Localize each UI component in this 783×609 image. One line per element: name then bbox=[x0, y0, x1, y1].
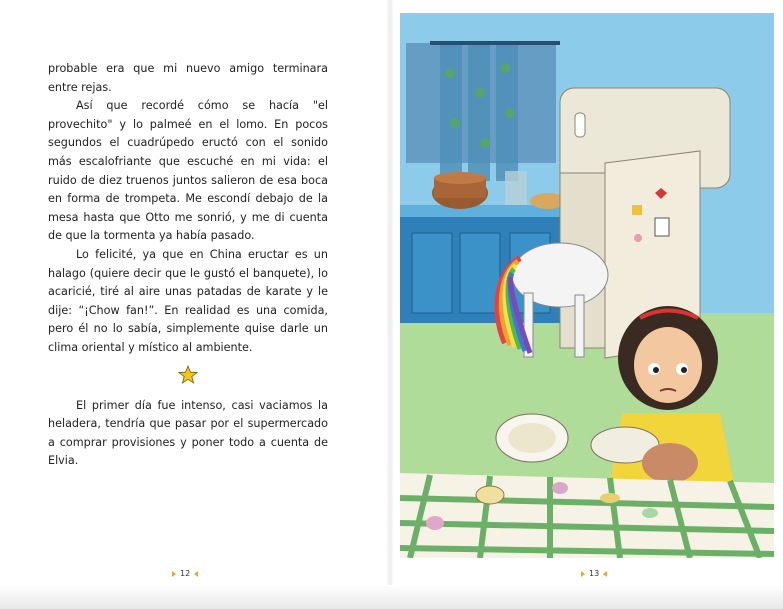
page-bottom-shadow bbox=[0, 585, 783, 609]
left-page bbox=[0, 0, 386, 609]
paragraph-1: probable era que mi nuevo amigo terminara entre rejas. bbox=[48, 62, 328, 94]
paragraph-3: Lo felicité, ya que en China eructar es un halago (quiere decir que le gustó el banquete), lo acaricié, tiré al aire unas patadas de karate y le dije: “¡Chow fan!”. En realidad es una comida, pero él no lo sabía, simplemente quise darle un clima oriental y místico al ambiente. bbox=[48, 247, 328, 354]
page-marker-icon bbox=[581, 571, 585, 577]
page-number-right bbox=[581, 569, 607, 578]
paragraph-2: Así que recordé cómo se hacía "el provechito" y lo palmeé en el lomo. En pocos segundos el cuadrúpedo eructó con el sonido más escalofriante que escuché en mi vida: el ruido de diez truenos juntos salieron de esa boca en forma de trompeta. Me escondí debajo de la mesa hasta que Otto me sonrió, y me di cuenta de que la tormenta ya había pasado. bbox=[48, 99, 328, 243]
paragraph-4: El primer día fue intenso, casi vaciamos la heladera, tendría que pasar por el supermercado a comprar provisiones y poner todo a cuenta de Elvia. bbox=[48, 398, 328, 468]
book-gutter bbox=[386, 0, 394, 609]
page-number-text: 12 bbox=[180, 569, 191, 578]
page-number-left bbox=[172, 569, 198, 578]
section-divider bbox=[48, 365, 328, 393]
kitchen-scene-illustration bbox=[400, 13, 774, 558]
page-marker-icon bbox=[172, 571, 176, 577]
page-marker-icon bbox=[603, 571, 607, 577]
story-text bbox=[48, 60, 328, 471]
page-number-text: 13 bbox=[589, 569, 600, 578]
page-marker-icon bbox=[194, 571, 198, 577]
star-icon bbox=[178, 365, 198, 385]
